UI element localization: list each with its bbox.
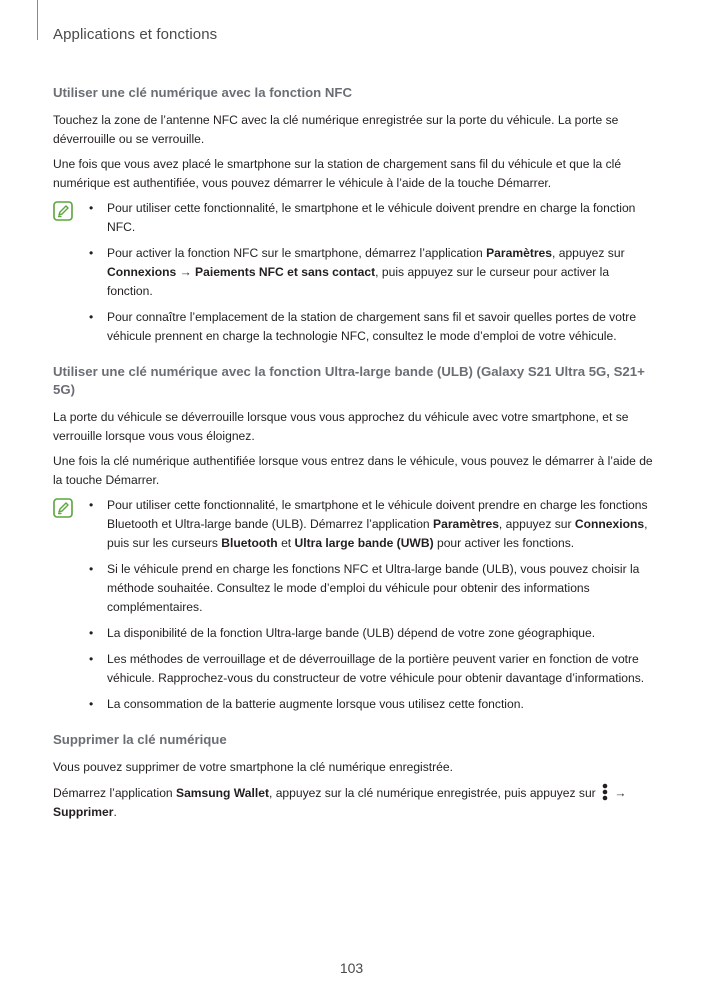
section-heading: Utiliser une clé numérique avec la fonction NFC	[53, 85, 352, 100]
list-item-text: , puis sur les curseurs	[107, 517, 648, 550]
arrow-separator: →	[176, 265, 196, 279]
bold-term-connections: Connexions	[107, 265, 177, 279]
bold-term-nfc-payments: Paiements NFC et sans contact	[195, 265, 376, 279]
section-nfc	[53, 84, 653, 346]
bullet-marker: •	[89, 652, 94, 666]
bullet-marker: •	[89, 310, 94, 324]
note-list	[89, 496, 653, 714]
arrow-separator: →	[611, 786, 627, 800]
paragraph-text: .	[113, 805, 117, 819]
section-heading: Utiliser une clé numérique avec la fonction Ultra-large bande (ULB) (Galaxy S21 Ultra 5G, S21+ 5G)	[53, 364, 645, 397]
list-item-text: Pour connaître l’emplacement de la station de chargement sans fil et savoir quelles portes de votre véhicule prennent en charge la technologie NFC, consultez le mode d’emploi de votre véhicule.	[107, 310, 637, 343]
header-rule	[37, 0, 38, 40]
paragraph: Une fois que vous avez placé le smartphone sur la station de chargement sans fil du véhicule et que la clé numérique est authentifiée, vous pouvez démarrer le véhicule à l’aide de la touche Démarrer.	[53, 157, 622, 190]
list-item-text: Pour utiliser cette fonctionnalité, le smartphone et le véhicule doivent prendre en charge les fonctions Bluetooth et Ultra-large bande (ULB). Démarrez l’application	[107, 498, 648, 531]
bold-term-settings: Paramètres	[486, 246, 552, 260]
note-pencil-icon	[53, 498, 73, 518]
section-heading: Supprimer la clé numérique	[53, 732, 227, 747]
paragraph-text: , appuyez sur la clé numérique enregistrée, puis appuyez sur	[268, 786, 600, 800]
list-item	[89, 695, 653, 714]
bullet-marker: •	[89, 562, 94, 576]
page-number: 103	[339, 960, 364, 976]
bold-term-delete: Supprimer	[53, 805, 114, 819]
section-uwb	[53, 363, 653, 714]
note-block	[53, 496, 653, 714]
list-item-text: Les méthodes de verrouillage et de déverrouillage de la portière peuvent varier en fonction de votre véhicule. Rapprochez-vous du constructeur de votre véhicule pour obtenir davantage d’informations.	[107, 652, 645, 685]
bullet-marker: •	[89, 246, 94, 260]
bullet-marker: •	[89, 498, 94, 512]
list-item-text: La disponibilité de la fonction Ultra-large bande (ULB) dépend de votre zone géographique.	[107, 626, 596, 640]
list-item-text: Pour activer la fonction NFC sur le smartphone, démarrez l’application	[107, 246, 487, 260]
list-item-text: Pour utiliser cette fonctionnalité, le smartphone et le véhicule doivent prendre en charge la fonction NFC.	[107, 201, 636, 234]
bullet-marker: •	[89, 201, 94, 215]
section-delete-key	[53, 731, 653, 822]
list-item-text: La consommation de la batterie augmente lorsque vous utilisez cette fonction.	[107, 697, 524, 711]
page-content	[53, 84, 653, 839]
list-item	[89, 496, 653, 553]
list-item-text: Si le véhicule prend en charge les fonctions NFC et Ultra-large bande (ULB), vous pouvez choisir la méthode souhaitée. Consultez le mode d’emploi du véhicule pour obtenir des informations complémentaires.	[107, 562, 640, 614]
note-block	[53, 199, 653, 346]
bold-term-connections: Connexions	[574, 517, 645, 531]
note-pencil-icon	[53, 201, 73, 221]
list-item	[89, 560, 653, 617]
note-list	[89, 199, 653, 346]
list-item	[89, 650, 653, 688]
list-item	[89, 199, 653, 237]
paragraph: Touchez la zone de l’antenne NFC avec la clé numérique enregistrée sur la porte du véhicule. La porte se déverrouille ou se verrouille.	[53, 113, 619, 146]
paragraph: Vous pouvez supprimer de votre smartphone la clé numérique enregistrée.	[53, 760, 453, 774]
paragraph-text: Démarrez l’application	[53, 786, 177, 800]
list-item-text: et	[277, 536, 295, 550]
paragraph	[53, 783, 653, 822]
bold-term-bluetooth: Bluetooth	[221, 536, 278, 550]
paragraph: Une fois la clé numérique authentifiée lorsque vous entrez dans le véhicule, vous pouvez le démarrer à l’aide de la touche Démarrer.	[53, 454, 653, 487]
more-options-icon	[602, 783, 608, 801]
list-item-text: , puis appuyez sur le curseur pour activer la fonction.	[107, 265, 610, 298]
list-item-text: , appuyez sur	[498, 517, 575, 531]
paragraph: La porte du véhicule se déverrouille lorsque vous vous approchez du véhicule avec votre smartphone, et se verrouille lorsque vous vous éloignez.	[53, 410, 629, 443]
list-item-text: , appuyez sur	[552, 246, 625, 260]
bold-term-settings: Paramètres	[433, 517, 499, 531]
bold-term-samsung-wallet: Samsung Wallet	[176, 786, 269, 800]
list-item	[89, 624, 653, 643]
list-item-text: pour activer les fonctions.	[433, 536, 575, 550]
list-item	[89, 308, 653, 346]
page-header-title: Applications et fonctions	[53, 26, 218, 43]
bullet-marker: •	[89, 697, 94, 711]
bullet-marker: •	[89, 626, 94, 640]
bold-term-uwb: Ultra large bande (UWB)	[294, 536, 434, 550]
list-item	[89, 244, 653, 301]
